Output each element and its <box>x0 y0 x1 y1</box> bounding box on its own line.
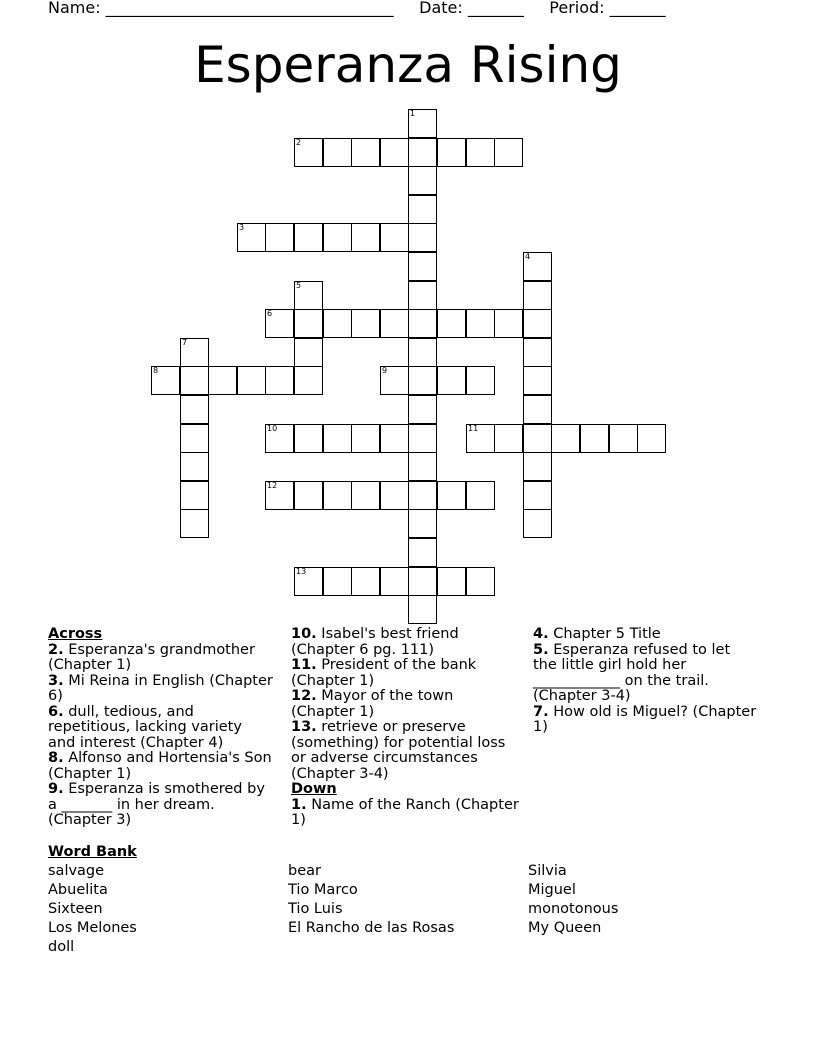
crossword-cell[interactable] <box>408 109 437 138</box>
crossword-cell[interactable] <box>265 481 294 510</box>
word-bank-item: monotonous <box>528 901 619 917</box>
crossword-cell[interactable] <box>237 366 266 395</box>
crossword-cell[interactable] <box>265 309 294 338</box>
crossword-cell[interactable] <box>294 338 323 367</box>
crossword-cell[interactable] <box>323 223 352 252</box>
crossword-cell[interactable] <box>323 481 352 510</box>
clue-number: 9 <box>382 366 388 375</box>
crossword-cell[interactable] <box>408 309 437 338</box>
period-field-label[interactable]: Period: _______ <box>549 0 666 17</box>
crossword-cell[interactable] <box>380 424 409 453</box>
down-heading: Down <box>291 781 337 797</box>
crossword-cell[interactable] <box>351 567 380 596</box>
crossword-cell[interactable] <box>523 452 552 481</box>
crossword-cell[interactable] <box>265 366 294 395</box>
crossword-cell[interactable] <box>180 509 209 538</box>
word-bank-item: Abuelita <box>48 882 108 898</box>
crossword-cell[interactable] <box>408 366 437 395</box>
word-bank-item: salvage <box>48 863 105 879</box>
word-bank-column-2 <box>288 862 454 938</box>
clue-number: 5 <box>296 281 302 290</box>
across-heading: Across <box>48 626 103 642</box>
crossword-cell[interactable] <box>494 424 523 453</box>
crossword-cell[interactable] <box>380 366 409 395</box>
clues-column-1 <box>48 627 273 829</box>
crossword-cell[interactable] <box>494 138 523 167</box>
clue-across-6: 6. dull, tedious, and repetitious, lacking variety and interest (Chapter 4) <box>48 703 242 751</box>
crossword-cell[interactable] <box>551 424 580 453</box>
crossword-cell[interactable] <box>523 395 552 424</box>
crossword-cell[interactable] <box>151 366 180 395</box>
crossword-cell[interactable] <box>466 424 495 453</box>
crossword-cell[interactable] <box>523 252 552 281</box>
crossword-cell[interactable] <box>180 338 209 367</box>
crossword-cell[interactable] <box>408 452 437 481</box>
crossword-cell[interactable] <box>437 366 466 395</box>
crossword-cell[interactable] <box>580 424 609 453</box>
crossword-cell[interactable] <box>351 309 380 338</box>
crossword-cell[interactable] <box>437 309 466 338</box>
clue-number: 13 <box>296 567 307 576</box>
crossword-cell[interactable] <box>180 424 209 453</box>
clue-down-1: 1. Name of the Ranch (Chapter 1) <box>291 796 519 828</box>
crossword-cell[interactable] <box>408 195 437 224</box>
crossword-cell[interactable] <box>408 338 437 367</box>
crossword-cell[interactable] <box>609 424 638 453</box>
crossword-cell[interactable] <box>294 424 323 453</box>
crossword-cell[interactable] <box>466 567 495 596</box>
crossword-cell[interactable] <box>180 452 209 481</box>
word-bank-item: El Rancho de las Rosas <box>288 920 455 936</box>
crossword-cell[interactable] <box>408 424 437 453</box>
crossword-cell[interactable] <box>294 138 323 167</box>
crossword-cell[interactable] <box>408 567 437 596</box>
clue-number: 6 <box>267 309 273 318</box>
crossword-cell[interactable] <box>523 281 552 310</box>
crossword-cell[interactable] <box>294 366 323 395</box>
crossword-cell[interactable] <box>466 138 495 167</box>
crossword-cell[interactable] <box>408 595 437 624</box>
clue-across-3: 3. Mi Reina in English (Chapter 6) <box>48 672 273 704</box>
clue-down-4: 4. Chapter 5 Title <box>533 626 661 642</box>
crossword-cell[interactable] <box>380 223 409 252</box>
clue-down-5: 5. Esperanza refused to let the little girl hold her ____________ on the trail. (Chapter 3-4) <box>533 641 731 704</box>
crossword-cell[interactable] <box>408 481 437 510</box>
page-title: Esperanza Rising <box>194 36 622 94</box>
crossword-cell[interactable] <box>180 481 209 510</box>
crossword-cell[interactable] <box>523 309 552 338</box>
crossword-cell[interactable] <box>380 309 409 338</box>
crossword-cell[interactable] <box>437 567 466 596</box>
crossword-cell[interactable] <box>466 309 495 338</box>
crossword-cell[interactable] <box>323 309 352 338</box>
crossword-cell[interactable] <box>208 366 237 395</box>
clue-across-8: 8. Alfonso and Hortensia's Son (Chapter 1) <box>48 750 272 782</box>
name-field-label[interactable]: Name: ____________________________________ <box>48 0 394 17</box>
word-bank-item: bear <box>288 863 321 879</box>
clue-across-9: 9. Esperanza is smothered by a _______ in her dream. (Chapter 3) <box>48 781 265 828</box>
crossword-cell[interactable] <box>380 481 409 510</box>
crossword-cell[interactable] <box>323 138 352 167</box>
crossword-cell[interactable] <box>351 481 380 510</box>
crossword-cell[interactable] <box>523 509 552 538</box>
crossword-cell[interactable] <box>494 309 523 338</box>
crossword-cell[interactable] <box>180 366 209 395</box>
crossword-cell[interactable] <box>437 481 466 510</box>
word-bank-column-3 <box>528 862 618 938</box>
clue-number: 12 <box>267 481 278 490</box>
crossword-cell[interactable] <box>294 281 323 310</box>
crossword-cell[interactable] <box>294 481 323 510</box>
word-bank-item: Tio Luis <box>288 901 343 917</box>
clue-number: 3 <box>239 223 245 232</box>
crossword-cell[interactable] <box>466 366 495 395</box>
clue-across-2: 2. Esperanza's grandmother (Chapter 1) <box>48 641 255 673</box>
crossword-cell[interactable] <box>265 424 294 453</box>
clue-number: 1 <box>410 109 416 118</box>
crossword-cell[interactable] <box>408 538 437 567</box>
clue-across-10: 10. Isabel's best friend (Chapter 6 pg. 111) <box>291 626 459 658</box>
clue-across-12: 12. Mayor of the town (Chapter 1) <box>291 688 454 720</box>
word-bank-item: doll <box>48 939 75 955</box>
crossword-cell[interactable] <box>237 223 266 252</box>
crossword-cell[interactable] <box>408 395 437 424</box>
crossword-cell[interactable] <box>523 424 552 453</box>
clue-number: 7 <box>182 338 188 347</box>
crossword-cell[interactable] <box>408 281 437 310</box>
crossword-cell[interactable] <box>523 481 552 510</box>
clue-number: 11 <box>468 424 479 433</box>
clue-down-7: 7. How old is Miguel? (Chapter 1) <box>533 703 757 735</box>
crossword-cell[interactable] <box>408 138 437 167</box>
crossword-cell[interactable] <box>294 309 323 338</box>
crossword-cell[interactable] <box>523 338 552 367</box>
crossword-cell[interactable] <box>408 509 437 538</box>
crossword-cell[interactable] <box>294 223 323 252</box>
word-bank-item: Los Melones <box>48 920 137 936</box>
clue-number: 10 <box>267 424 278 433</box>
crossword-cell[interactable] <box>351 424 380 453</box>
date-field-label[interactable]: Date: _______ <box>419 0 524 17</box>
crossword-cell[interactable] <box>466 481 495 510</box>
crossword-cell[interactable] <box>408 223 437 252</box>
word-bank-heading: Word Bank <box>48 844 137 860</box>
crossword-cell[interactable] <box>323 567 352 596</box>
crossword-cell[interactable] <box>351 138 380 167</box>
clues-column-2 <box>291 627 521 829</box>
word-bank-item: Tio Marco <box>288 882 358 898</box>
word-bank-item: Miguel <box>528 882 576 898</box>
word-bank-item: My Queen <box>528 920 602 936</box>
crossword-cell[interactable] <box>351 223 380 252</box>
clue-number: 4 <box>525 252 531 261</box>
clue-across-11: 11. President of the bank (Chapter 1) <box>291 657 477 689</box>
clue-across-13: 13. retrieve or preserve (something) for potential loss or adverse circumstances (Chapter 3-4) <box>291 719 506 782</box>
crossword-cell[interactable] <box>265 223 294 252</box>
crossword-cell[interactable] <box>408 166 437 195</box>
word-bank-column-1 <box>48 862 137 957</box>
crossword-cell[interactable] <box>408 252 437 281</box>
clues-column-3 <box>533 627 758 736</box>
clue-number: 8 <box>153 366 159 375</box>
crossword-cell[interactable] <box>180 395 209 424</box>
crossword-cell[interactable] <box>323 424 352 453</box>
crossword-cell[interactable] <box>294 567 323 596</box>
crossword-cell[interactable] <box>637 424 666 453</box>
crossword-cell[interactable] <box>380 138 409 167</box>
word-bank-item: Sixteen <box>48 901 103 917</box>
crossword-cell[interactable] <box>437 138 466 167</box>
crossword-cell[interactable] <box>380 567 409 596</box>
crossword-cell[interactable] <box>523 366 552 395</box>
clue-number: 2 <box>296 138 302 147</box>
word-bank-item: Silvia <box>528 863 567 879</box>
